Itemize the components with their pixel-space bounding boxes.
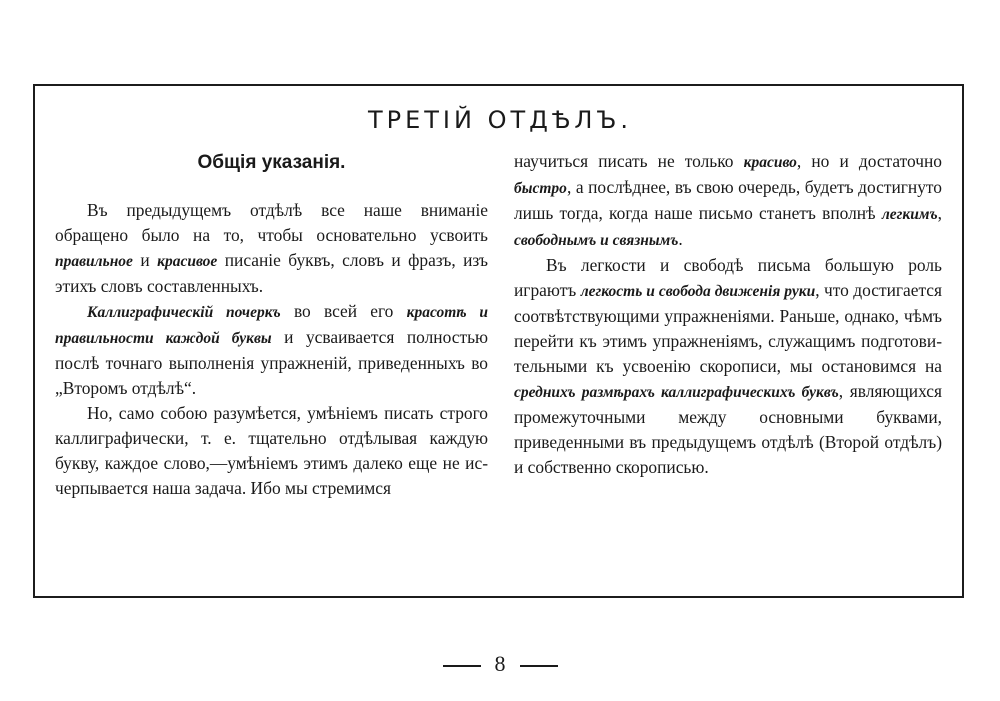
left-paragraph-1: Въ предыдущемъ отдѣлѣ все наше вниманіе обращено было на то, чтобы основательно усвоить правильное и красивое писаніе буквъ, словъ и фразъ, изъ этихъ словъ составленныхъ.	[55, 200, 488, 296]
emphasis-legkim: легкимъ	[881, 206, 938, 223]
emphasis-krasota: красотѣ и правильности каждой буквы	[55, 304, 488, 347]
left-paragraph-2: Каллиграфическій почеркъ во всей его красотѣ и правильности каждой буквы и усваивается полностью послѣ точнаго выполненія упражненій, приведенныхъ во „Второмъ отдѣлѣ“.	[55, 301, 488, 398]
footer-dash-right	[520, 665, 558, 667]
emphasis-dvizhenie: легкость и свобода движенія руки	[580, 283, 816, 300]
page-footer	[0, 651, 1000, 677]
left-paragraph-3: Но, само собою разумѣется, умѣніемъ писать строго каллиграфически, т. е. тщательно отдѣлывая каждую букву, каждое слово,—умѣніемъ этимъ далеко еще не исчерпывается наша задача. Ибо мы стремимся	[55, 403, 488, 498]
emphasis-krasivoe: красивое	[157, 253, 218, 270]
left-column	[55, 150, 488, 501]
emphasis-pocherk: Каллиграфическій почеркъ	[87, 304, 281, 321]
emphasis-razmery: среднихъ размѣрахъ каллиграфическихъ буквъ	[514, 384, 839, 401]
right-column	[514, 149, 942, 480]
emphasis-krasivo: красиво	[743, 154, 797, 171]
subheading: Общiя указанiя.	[197, 152, 346, 173]
page-number: 8	[494, 651, 506, 676]
emphasis-pravilnoe: правильное	[55, 253, 133, 270]
right-paragraph-1: научиться писать не только красиво, но и достаточно быстро, а послѣднее, въ свою очередь, будетъ достигнуто лишь тогда, когда наше письмо станетъ вполнѣ легкимъ, свободнымъ и связнымъ.	[514, 151, 942, 249]
footer-dash-left	[443, 665, 481, 667]
emphasis-svobodnym: свободнымъ и связнымъ	[514, 232, 679, 249]
right-paragraph-2: Въ легкости и свободѣ письма большую роль играютъ легкость и свобода движенія руки, что достигается соотвѣтствующими упражненіями. Раньше, однако, чѣмъ перейти къ этимъ упражненіямъ, служащимъ подготовительными къ усвоенію скорописи, мы остановимся на среднихъ размѣрахъ каллиграфическихъ буквъ, являющихся промежуточными между основными буквами, приведенными въ предыдущемъ отдѣлѣ (Второй отдѣлъ) и собственно скорописью.	[514, 255, 943, 477]
emphasis-bystro: быстро	[514, 180, 567, 197]
section-title: ТРЕТIЙ ОТДѢЛЪ.	[367, 106, 633, 134]
